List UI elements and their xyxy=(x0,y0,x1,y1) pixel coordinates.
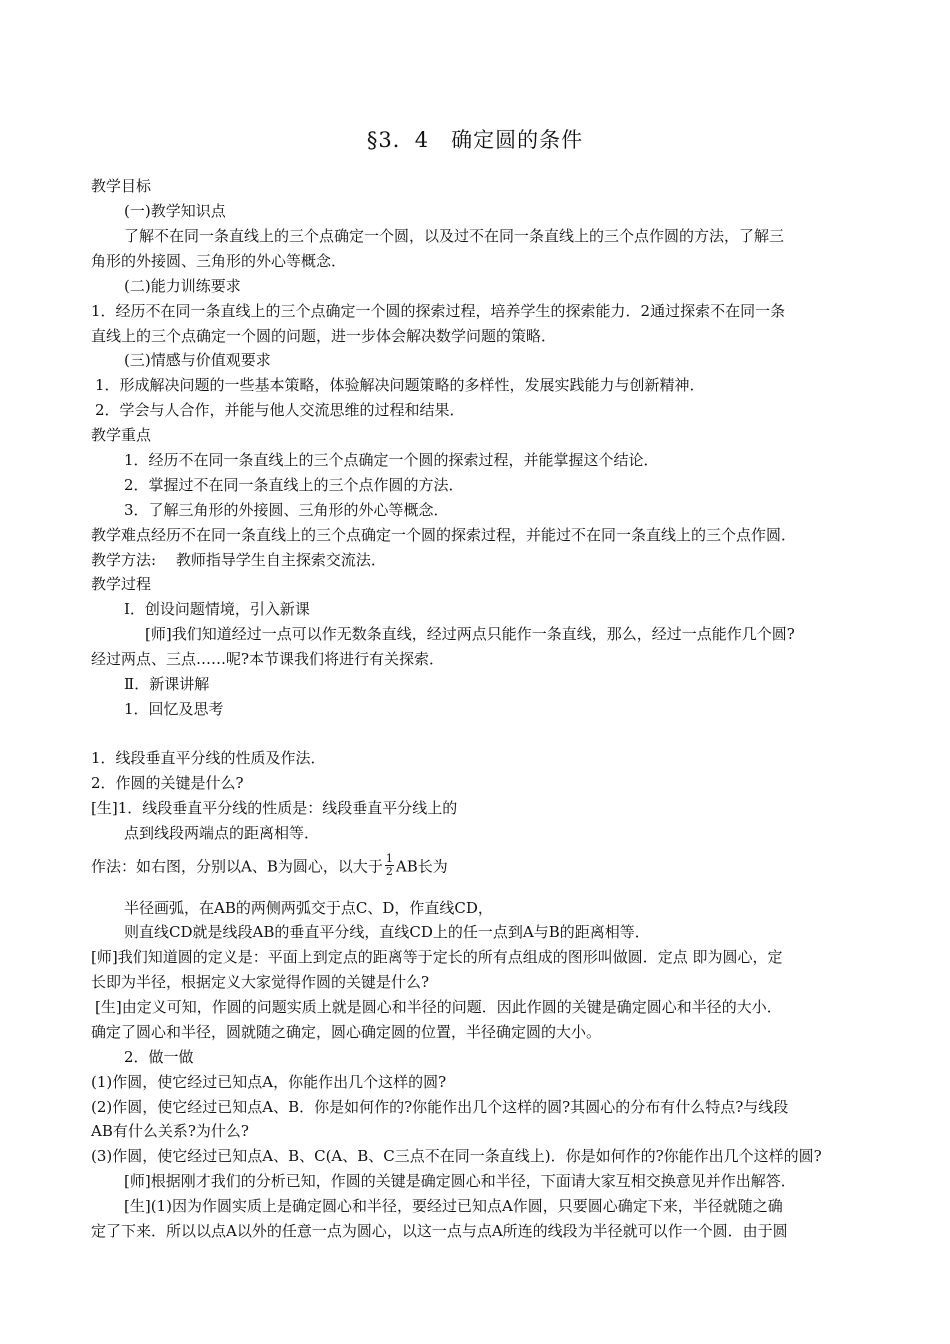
section-heading: 教学目标 xyxy=(91,177,152,195)
text-line-with-fraction xyxy=(91,852,448,880)
text-line: 则直线CD就是线段AB的垂直平分线，直线CD上的任一点到A与B的距离相等． xyxy=(124,923,650,941)
text-line: [生](1)因为作圆实质上是确定圆心和半径，要经过已知点A作圆，只要圆心确定下来，半径就随之确 xyxy=(124,1197,783,1215)
text-segment: AB长为 xyxy=(395,857,448,876)
text-line: 长即为半径，根据定义大家觉得作圆的关键是什么? xyxy=(91,973,430,991)
text-line: 点到线段两端点的距离相等． xyxy=(124,824,320,842)
text-line: 定了下来．所以以点A以外的任意一点为圆心，以这一点与点A所连的线段为半径就可以作一个圆．由于圆 xyxy=(91,1222,788,1240)
text-line: 2．作圆的关键是什么? xyxy=(91,774,244,792)
sub-heading: 2．做一做 xyxy=(124,1048,194,1066)
text-line: 角形的外接圆、三角形的外心等概念． xyxy=(91,252,347,270)
fraction-numerator: 1 xyxy=(385,852,393,865)
text-line: (2)作圆，使它经过已知点A、B．你是如何作的?你能作出几个这样的圆?其圆心的分布有什么特点?与线段 xyxy=(91,1098,789,1116)
text-line: (1)作圆，使它经过已知点A，你能作出几个这样的圆? xyxy=(91,1073,447,1091)
text-line: [师]我们知道圆的定义是：平面上到定点的距离等于定长的所有点组成的图形叫做圆．定点 即为圆心，定 xyxy=(91,948,783,966)
text-line: 1．形成解决问题的一些基本策略，体验解决问题策略的多样性，发展实践能力与创新精神． xyxy=(95,376,705,394)
sub-heading: Ⅰ．创设问题情境，引入新课 xyxy=(124,600,310,618)
section-heading: 教学重点 xyxy=(91,426,152,444)
text-line: 教学方法: 教师指导学生自主探索交流法． xyxy=(91,551,386,569)
text-line: AB有什么关系?为什么? xyxy=(91,1122,249,1140)
text-line: [师]我们知道经过一点可以作无数条直线，经过两点只能作一条直线，那么，经过一点能作几个圆? xyxy=(145,625,795,643)
text-line: 半径画弧，在AB的两侧两弧交于点C、D，作直线CD， xyxy=(124,899,493,917)
text-line: 了解不在同一条直线上的三个点确定一个圆，以及过不在同一条直线上的三个点作圆的方法，了解三 xyxy=(124,227,785,245)
fraction xyxy=(385,853,394,878)
sub-heading: (三)情感与价值观要求 xyxy=(124,351,271,369)
sub-heading: 1．回忆及思考 xyxy=(124,700,224,718)
section-heading: 教学过程 xyxy=(91,575,152,593)
text-line: 确定了圆心和半径，圆就随之确定，圆心确定圆的位置，半径确定圆的大小。 xyxy=(91,1023,602,1041)
fraction-denominator: 2 xyxy=(385,865,393,878)
text-line: 2．学会与人合作，并能与他人交流思维的过程和结果． xyxy=(95,401,465,419)
text-line: 1．经历不在同一条直线上的三个点确定一个圆的探索过程，培养学生的探索能力．2通过探索不在同一条 xyxy=(91,302,786,320)
sub-heading: Ⅱ．新课讲解 xyxy=(124,675,210,693)
text-line: [生]由定义可知，作圆的问题实质上就是圆心和半径的问题．因此作圆的关键是确定圆心和半径的大小． xyxy=(95,998,782,1016)
text-line: 教学难点经历不在同一条直线上的三个点确定一个圆的探索过程，并能过不在同一条直线上的三个点作圆． xyxy=(91,526,797,544)
text-line: 经过两点、三点……呢?本节课我们将进行有关探索． xyxy=(91,650,445,668)
sub-heading: (一)教学知识点 xyxy=(124,202,226,220)
text-line: 3．了解三角形的外接圆、三角形的外心等概念． xyxy=(124,501,449,519)
text-line: 直线上的三个点确定一个圆的问题，进一步体会解决数学问题的策略． xyxy=(91,327,557,345)
page-title: §3．4 确定圆的条件 xyxy=(366,128,584,152)
text-line: 1．线段垂直平分线的性质及作法． xyxy=(91,749,326,767)
sub-heading: (二)能力训练要求 xyxy=(124,277,241,295)
text-line: (3)作圆，使它经过已知点A、B、C(A、B、C三点不在同一条直线上)．你是如何作的?你能作出几个这样的圆? xyxy=(91,1147,822,1165)
text-segment: 作法：如右图，分别以A、B为圆心，以大于 xyxy=(91,857,383,876)
text-line: 2．掌握过不在同一条直线上的三个点作圆的方法． xyxy=(124,476,464,494)
text-line: [生]1．线段垂直平分线的性质是：线段垂直平分线上的 xyxy=(91,799,458,817)
text-line: 1．经历不在同一条直线上的三个点确定一个圆的探索过程，并能掌握这个结论． xyxy=(124,451,659,469)
text-line: [师]根据刚才我们的分析已知，作圆的关键是确定圆心和半径，下面请大家互相交换意见并作出解答． xyxy=(124,1172,796,1190)
